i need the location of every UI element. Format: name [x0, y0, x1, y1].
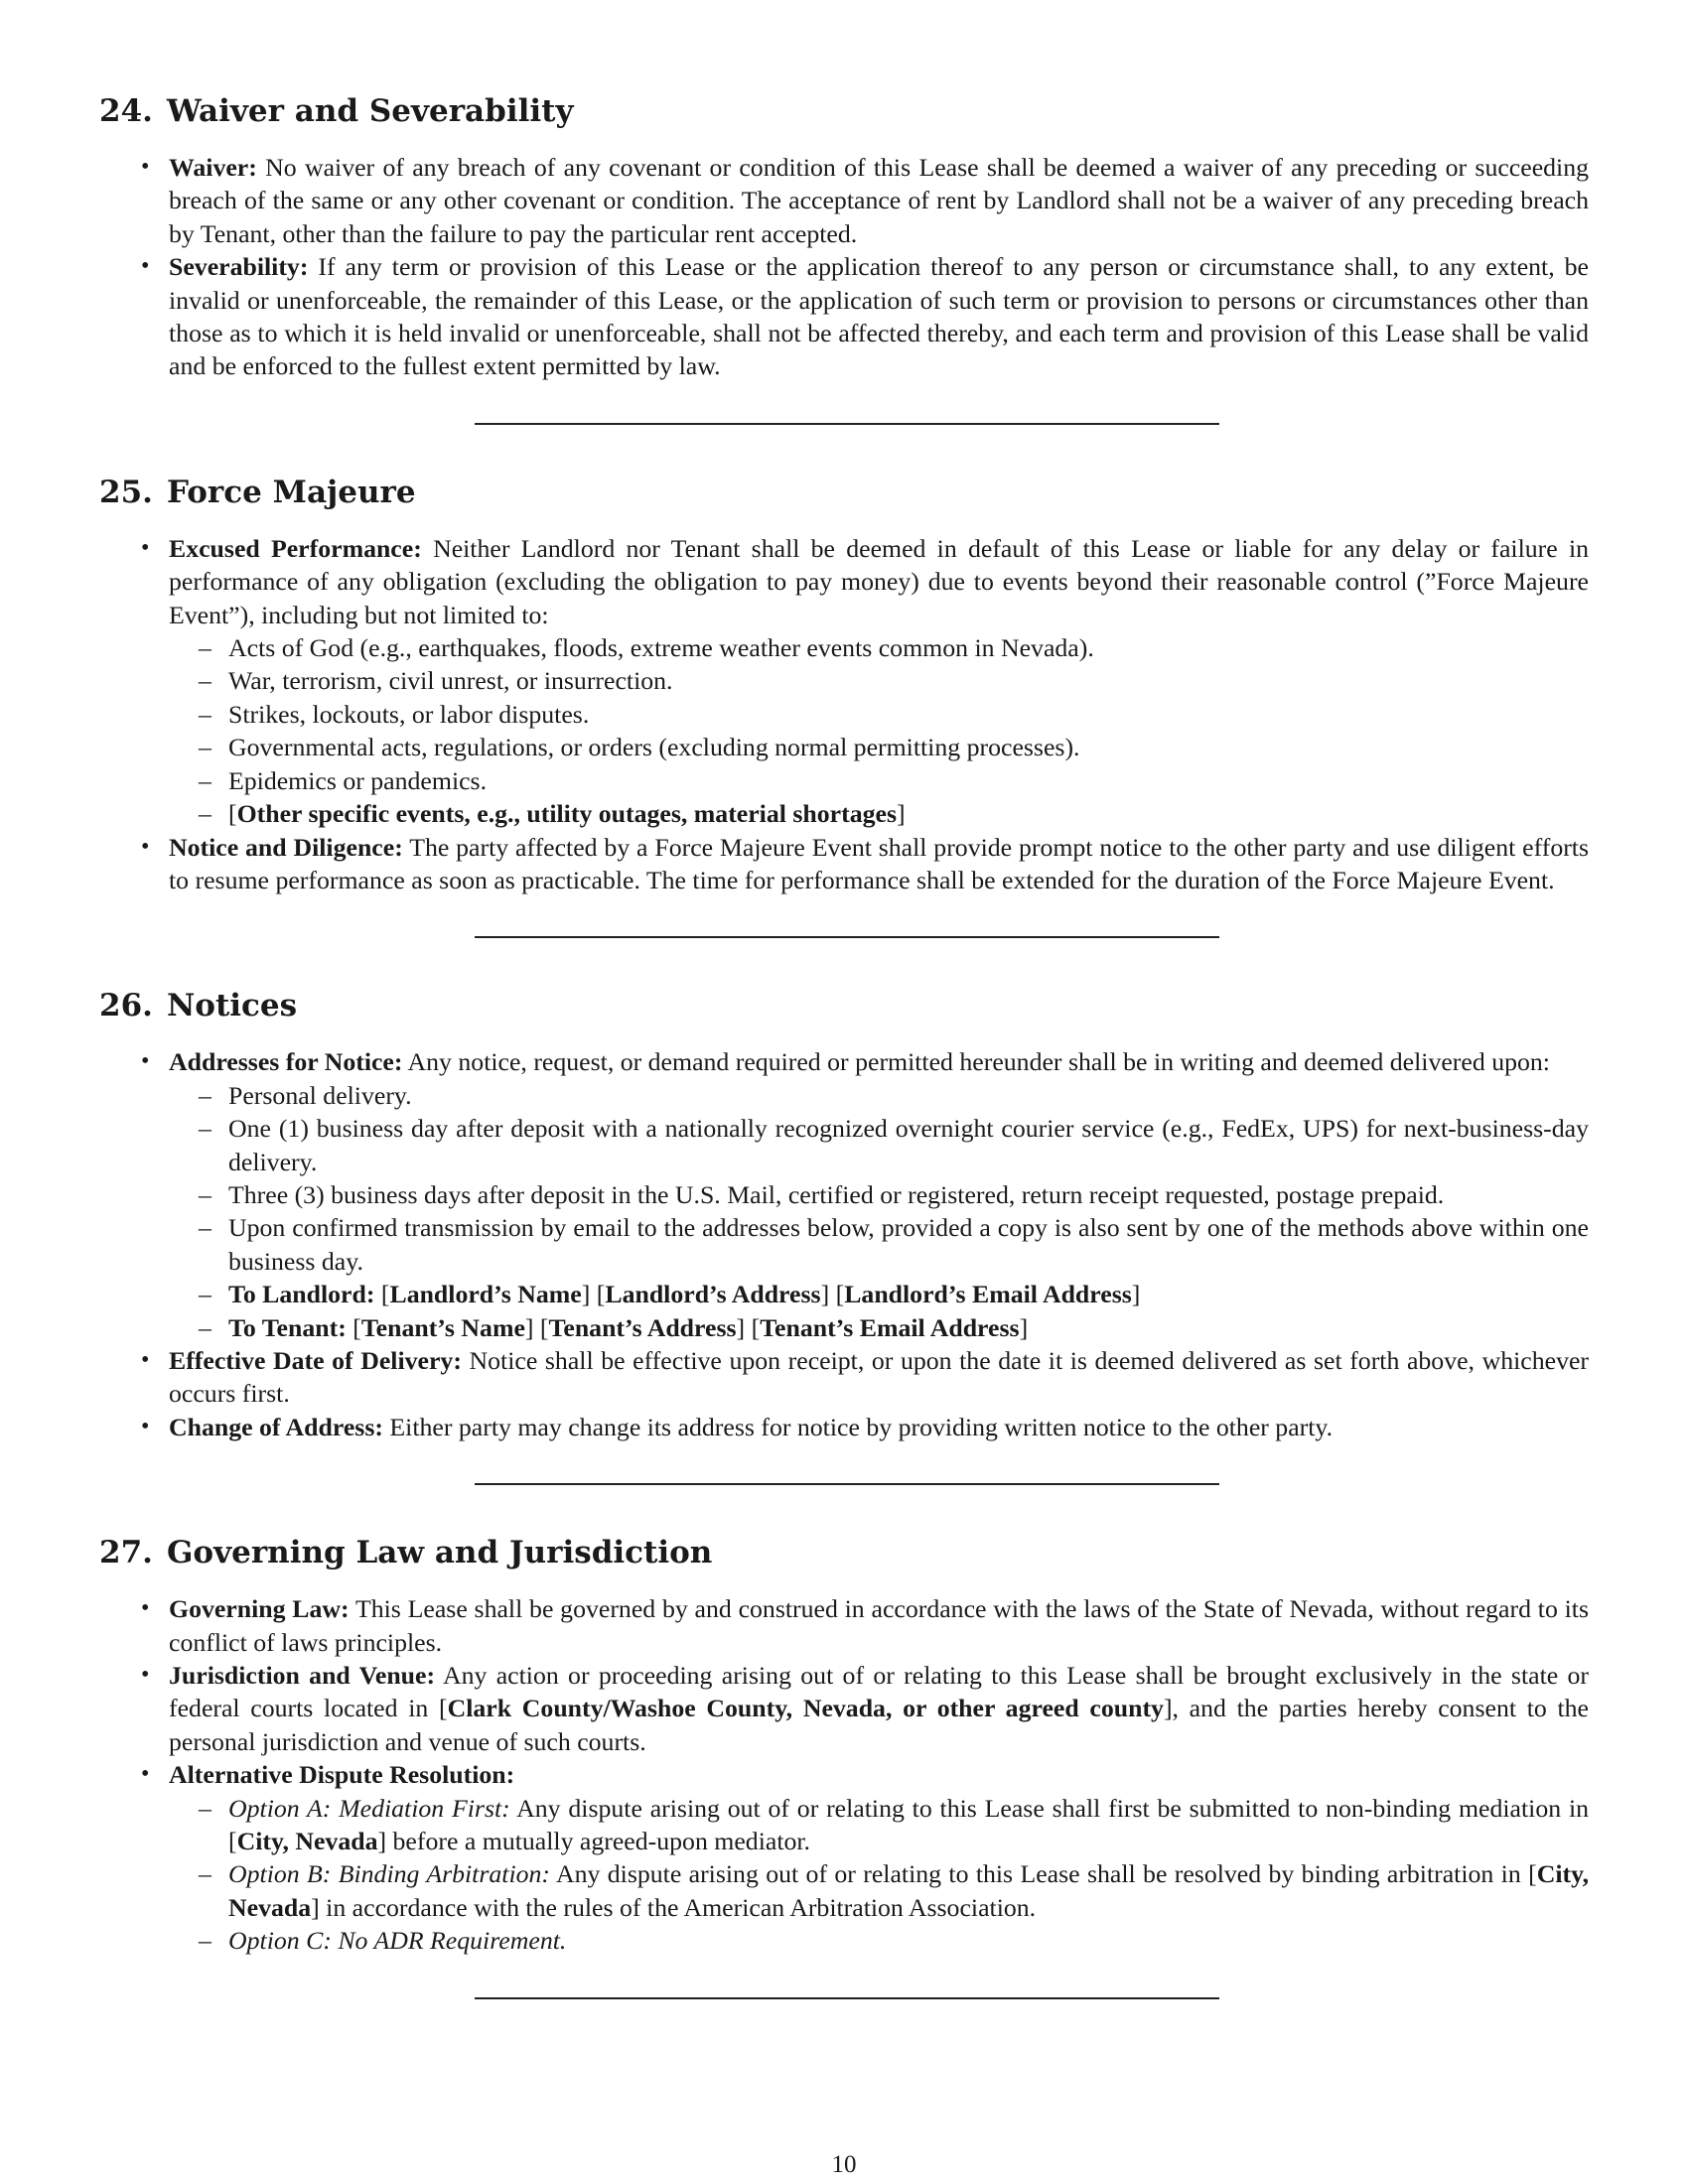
item-label: Notice and Diligence:	[169, 832, 403, 862]
landlord-address-item: – To Landlord: [Landlord’s Name] [Landlord’s Address] [Landlord’s Email Address]	[228, 1278, 1589, 1310]
item-text: Any action or proceeding arising out of or relating to this Lease shall be brought exclusively in the state or federal courts located in	[169, 1661, 1590, 1723]
item-label: Alternative Dispute Resolution:	[169, 1760, 515, 1790]
section-heading	[99, 91, 1589, 131]
item-text: Neither Landlord nor Tenant shall be deemed in default of this Lease or liable for any delay or failure in performance of any obligation (excluding the obligation to pay money) due to events beyond their reasonable control (”Force Majeure Event”), including but not limited to:	[169, 533, 1590, 629]
item-text: Any notice, request, or demand required or permitted hereunder shall be in writing and deemed delivered upon:	[407, 1047, 1550, 1077]
landlord-label: To Landlord:	[228, 1280, 375, 1309]
section-divider	[475, 1997, 1219, 1999]
section-divider	[475, 936, 1219, 938]
tenant-name: Tenant’s Name	[360, 1312, 525, 1342]
section-number: 25.	[99, 474, 153, 510]
tenant-address: Tenant’s Address	[548, 1312, 737, 1342]
option-text: before a mutually agreed-upon mediator.	[392, 1827, 811, 1856]
sub-list-item: – Upon confirmed transmission by email to the addresses below, provided a copy is also sent by one of the methods above within one business day.	[228, 1211, 1589, 1278]
item-text: This Lease shall be governed by and construed in accordance with the laws of the State of Nevada, without regard to its conflict of laws principles.	[169, 1594, 1590, 1657]
section-heading	[99, 473, 1589, 512]
landlord-email: Landlord’s Email Address	[844, 1280, 1132, 1309]
section-number: 27.	[99, 1535, 153, 1571]
option-text: in accordance with the rules of the American Arbitration Association.	[326, 1892, 1037, 1922]
landlord-address: Landlord’s Address	[605, 1280, 821, 1309]
section-divider	[475, 423, 1219, 425]
sub-list-item: – Epidemics or pandemics.	[228, 764, 1589, 797]
list-item	[169, 1758, 1589, 1957]
option-item	[228, 1924, 1589, 1957]
sub-list-item: – War, terrorism, civil unrest, or insurrection.	[228, 664, 1589, 697]
option-title: Option B: Binding Arbitration:	[228, 1859, 551, 1889]
section-number: 26.	[99, 988, 153, 1024]
option-text: Any dispute arising out of or relating to this Lease shall first be submitted to non-binding mediation in	[516, 1793, 1590, 1823]
placeholder-text: Other specific events, e.g., utility outages, material shortages	[236, 799, 897, 829]
item-label: Governing Law:	[169, 1594, 350, 1624]
item-label: Waiver:	[169, 153, 257, 182]
bullet-list	[99, 1045, 1589, 1443]
section-title: Force Majeure	[166, 474, 416, 510]
list-item: • Jurisdiction and Venue: Any action or proceeding arising out of or relating to this Lease shall be brought exclusively in the state or federal courts located in [Clark County/Washoe County, Nevada, or other agreed county], and the parties hereby consent to the personal jurisdiction and venue of such courts.	[169, 1659, 1589, 1758]
tenant-label: To Tenant:	[228, 1312, 347, 1342]
section-heading	[99, 1533, 1589, 1572]
bracket-open: [	[228, 799, 237, 829]
document-page	[99, 91, 1589, 2047]
section-title: Waiver and Severability	[166, 93, 574, 129]
bullet-list	[99, 532, 1589, 896]
item-label: Jurisdiction and Venue:	[169, 1661, 436, 1690]
item-text: No waiver of any breach of any covenant or condition of this Lease shall be deemed a waiver of any preceding or succeeding breach of the same or any other covenant or condition. The acceptance of rent by Landlord shall not be a waiver of any preceding breach by Tenant, other than the failure to pay the particular rent accepted.	[169, 153, 1590, 248]
item-label: Addresses for Notice:	[169, 1047, 403, 1077]
sub-list-item	[228, 797, 1589, 830]
list-item	[169, 1592, 1589, 1659]
section-divider	[475, 1483, 1219, 1485]
landlord-name: Landlord’s Name	[389, 1280, 582, 1309]
sub-list-item: – One (1) business day after deposit with a nationally recognized overnight courier service (e.g., FedEx, UPS) for next-business-day delivery.	[228, 1112, 1589, 1178]
bullet-list	[99, 1592, 1589, 1957]
sub-list	[169, 1792, 1589, 1958]
tenant-email: Tenant’s Email Address	[760, 1312, 1020, 1342]
item-text: Notice shall be effective upon receipt, or upon the date it is deemed delivered as set forth above, whichever occurs first.	[169, 1345, 1590, 1409]
item-label: Severability:	[169, 252, 309, 282]
sub-list-item: – Acts of God (e.g., earthquakes, floods, extreme weather events common in Nevada).	[228, 631, 1589, 664]
sub-list-item: – Personal delivery.	[228, 1079, 1589, 1112]
option-title: Option A: Mediation First:	[228, 1793, 510, 1823]
option-item: – Option B: Binding Arbitration: Any dispute arising out of or relating to this Lease shall be resolved by binding arbitration in [City, Nevada] in accordance with the rules of the American Arbitration Association.	[228, 1857, 1589, 1924]
placeholder-text: City, Nevada	[236, 1827, 378, 1856]
section-heading	[99, 986, 1589, 1025]
sub-list-item: – Strikes, lockouts, or labor disputes.	[228, 698, 1589, 731]
option-title: Option C: No ADR Requirement.	[228, 1926, 567, 1956]
section-title: Governing Law and Jurisdiction	[166, 1535, 713, 1571]
item-text: Either party may change its address for notice by providing written notice to the other party.	[389, 1412, 1334, 1441]
section-25	[99, 473, 1589, 896]
item-label: Excused Performance:	[169, 533, 422, 563]
section-26	[99, 986, 1589, 1443]
tenant-address-item: – To Tenant: [Tenant’s Name] [Tenant’s Address] [Tenant’s Email Address]	[228, 1311, 1589, 1344]
list-item	[169, 1344, 1589, 1411]
bullet-list	[99, 151, 1589, 383]
list-item	[169, 1045, 1589, 1344]
bracket-close: ]	[896, 799, 906, 829]
item-text: The party affected by a Force Majeure Event shall provide prompt notice to the other party and use diligent efforts to resume performance as soon as practicable. The time for performance shall be extended for the duration of the Force Majeure Event.	[169, 832, 1590, 894]
section-24	[99, 91, 1589, 383]
item-label: Effective Date of Delivery:	[169, 1345, 462, 1375]
item-text: , and the parties hereby consent to the personal jurisdiction and venue of such courts.	[169, 1694, 1589, 1756]
section-title: Notices	[166, 988, 298, 1024]
sub-list-item: – Three (3) business days after deposit in the U.S. Mail, certified or registered, return receipt requested, postage prepaid.	[228, 1178, 1589, 1211]
item-text: If any term or provision of this Lease or the application thereof to any person or circumstance shall, to any extent, be invalid or unenforceable, the remainder of this Lease, or the application of such term or provision to persons or circumstances other than those as to which it is held invalid or unenforceable, shall not be affected thereby, and each term and provision of this Lease shall be valid and be enforced to the fullest extent permitted by law.	[169, 252, 1589, 381]
page-number: 10	[831, 2151, 857, 2178]
sub-list	[169, 631, 1589, 830]
option-text: Any dispute arising out of or relating to this Lease shall be resolved by binding arbitration in	[555, 1859, 1521, 1889]
sub-list	[169, 1079, 1589, 1344]
list-item	[169, 250, 1589, 383]
list-item	[169, 532, 1589, 831]
option-item: – Option A: Mediation First: Any dispute arising out of or relating to this Lease shall first be submitted to non-binding mediation in [City, Nevada] before a mutually agreed-upon mediator.	[228, 1792, 1589, 1858]
placeholder-text: City, Nevada	[228, 1859, 1590, 1922]
item-label: Change of Address:	[169, 1412, 383, 1441]
sub-list-item: – Governmental acts, regulations, or orders (excluding normal permitting processes).	[228, 731, 1589, 763]
list-item	[169, 1411, 1589, 1443]
list-item	[169, 151, 1589, 250]
placeholder-text: Clark County/Washoe County, Nevada, or other agreed county	[447, 1694, 1164, 1723]
section-27	[99, 1533, 1589, 1957]
list-item	[169, 831, 1589, 897]
section-number: 24.	[99, 93, 153, 129]
